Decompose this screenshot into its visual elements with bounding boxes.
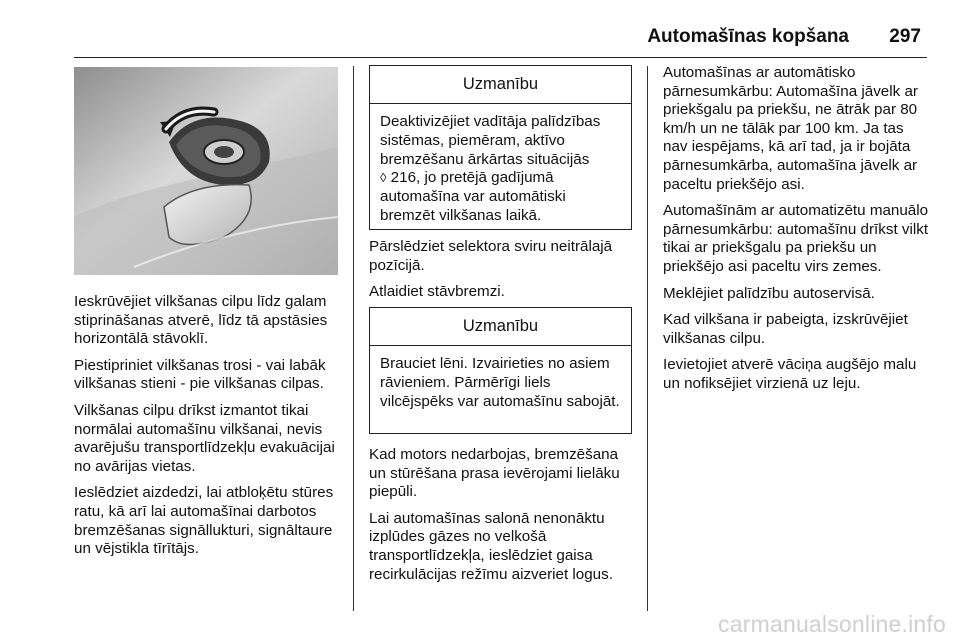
page-reference-arrow-icon: ◊ bbox=[380, 170, 387, 186]
column-3 bbox=[663, 64, 929, 402]
header-rule bbox=[74, 57, 927, 58]
paragraph: Atlaidiet stāvbremzi. bbox=[369, 283, 505, 301]
paragraph: Ieskrūvējiet vilkšanas cilpu līdz galam stiprināšanas atverē, līdz tā apstāsies horizontālā stāvoklī. bbox=[74, 293, 328, 348]
warning-box-2 bbox=[369, 307, 632, 434]
page-header bbox=[74, 26, 927, 58]
paragraph: Lai automašīnas salonā nenonāktu izplūdes gāzes no velkošā transportlīdzekļa, ieslēdziet gaisa recirkulācijas režīmu aizveriet logus. bbox=[369, 509, 613, 583]
warning-text: Brauciet lēni. Izvairieties no asiem rāvieniem. Pārmērīgi liels vilcējspēks var automašīnu sabojāt. bbox=[380, 355, 620, 410]
tow-eye-illustration bbox=[74, 67, 338, 275]
paragraph: Vilkšanas cilpu drīkst izmantot tikai normālai automašīnu vilkšanai, nevis avarējušu transportlīdzekļu evakuācijai no avārijas vietas. bbox=[74, 401, 335, 475]
warning-text-part: , jo pretējā gadījumā automašīna var automātiski bremzēt vilkšanas laikā. bbox=[380, 169, 566, 224]
warning-title: Uzmanību bbox=[370, 66, 631, 104]
page-title: Automašīnas kopšana bbox=[647, 26, 849, 47]
warning-text-part: Deaktivizējiet vadītāja palīdzības sistēmas, piemēram, aktīvo bremzēšanu ārkārtas situācijās bbox=[380, 113, 601, 168]
paragraph: Ievietojiet atverē vāciņa augšējo malu un nofiksējiet virzienā uz leju. bbox=[663, 356, 917, 392]
column-2-bottom bbox=[369, 446, 632, 592]
page-number: 297 bbox=[889, 26, 921, 47]
column-divider-2 bbox=[647, 66, 648, 611]
watermark: carmanualsonline.info bbox=[718, 611, 946, 637]
warning-title: Uzmanību bbox=[370, 308, 631, 346]
paragraph: Kad motors nedarbojas, bremzēšana un stūrēšana prasa ievērojami lielāku piepūli. bbox=[369, 446, 620, 501]
column-2-top bbox=[369, 238, 632, 310]
paragraph: Piestipriniet vilkšanas trosi - vai labāk vilkšanas stieni - pie vilkšanas cilpas. bbox=[74, 356, 326, 393]
column-divider-1 bbox=[353, 66, 354, 611]
paragraph: Automašīnas ar automātisko pārnesumkārbu: Automašīna jāvelk ar priekšgalu pa priekšu, ne ātrāk par 80 km/h un ne tālāk par 100 km. Ja tas nav iespējams, kā arī tad, ja ir bojāta pārnesumkārba, automašīna jāvelk ar paceltu priekšējo asi. bbox=[663, 64, 918, 193]
page-reference-link[interactable]: 216 bbox=[390, 169, 417, 187]
paragraph: Pārslēdziet selektora sviru neitrālajā pozīcijā. bbox=[369, 238, 613, 274]
warning-box-1 bbox=[369, 65, 632, 230]
paragraph: Kad vilkšana ir pabeigta, izskrūvējiet vilkšanas cilpu. bbox=[663, 311, 908, 347]
column-1 bbox=[74, 293, 342, 567]
warning-text bbox=[370, 104, 631, 234]
paragraph: Ieslēdziet aizdedzi, lai atbloķētu stūres ratu, kā arī lai automašīnai darbotos bremzēšanas signāllukturi, signāltaure un vējstikla tīrītājs. bbox=[74, 484, 334, 558]
paragraph: Automašīnām ar automatizētu manuālo pārnesumkārbu: automašīnu drīkst vilkt tikai ar priekšgalu pa priekšu un priekšējo asi paceltu virs zemes. bbox=[663, 202, 929, 275]
paragraph: Meklējiet palīdzību autoservisā. bbox=[663, 284, 875, 302]
